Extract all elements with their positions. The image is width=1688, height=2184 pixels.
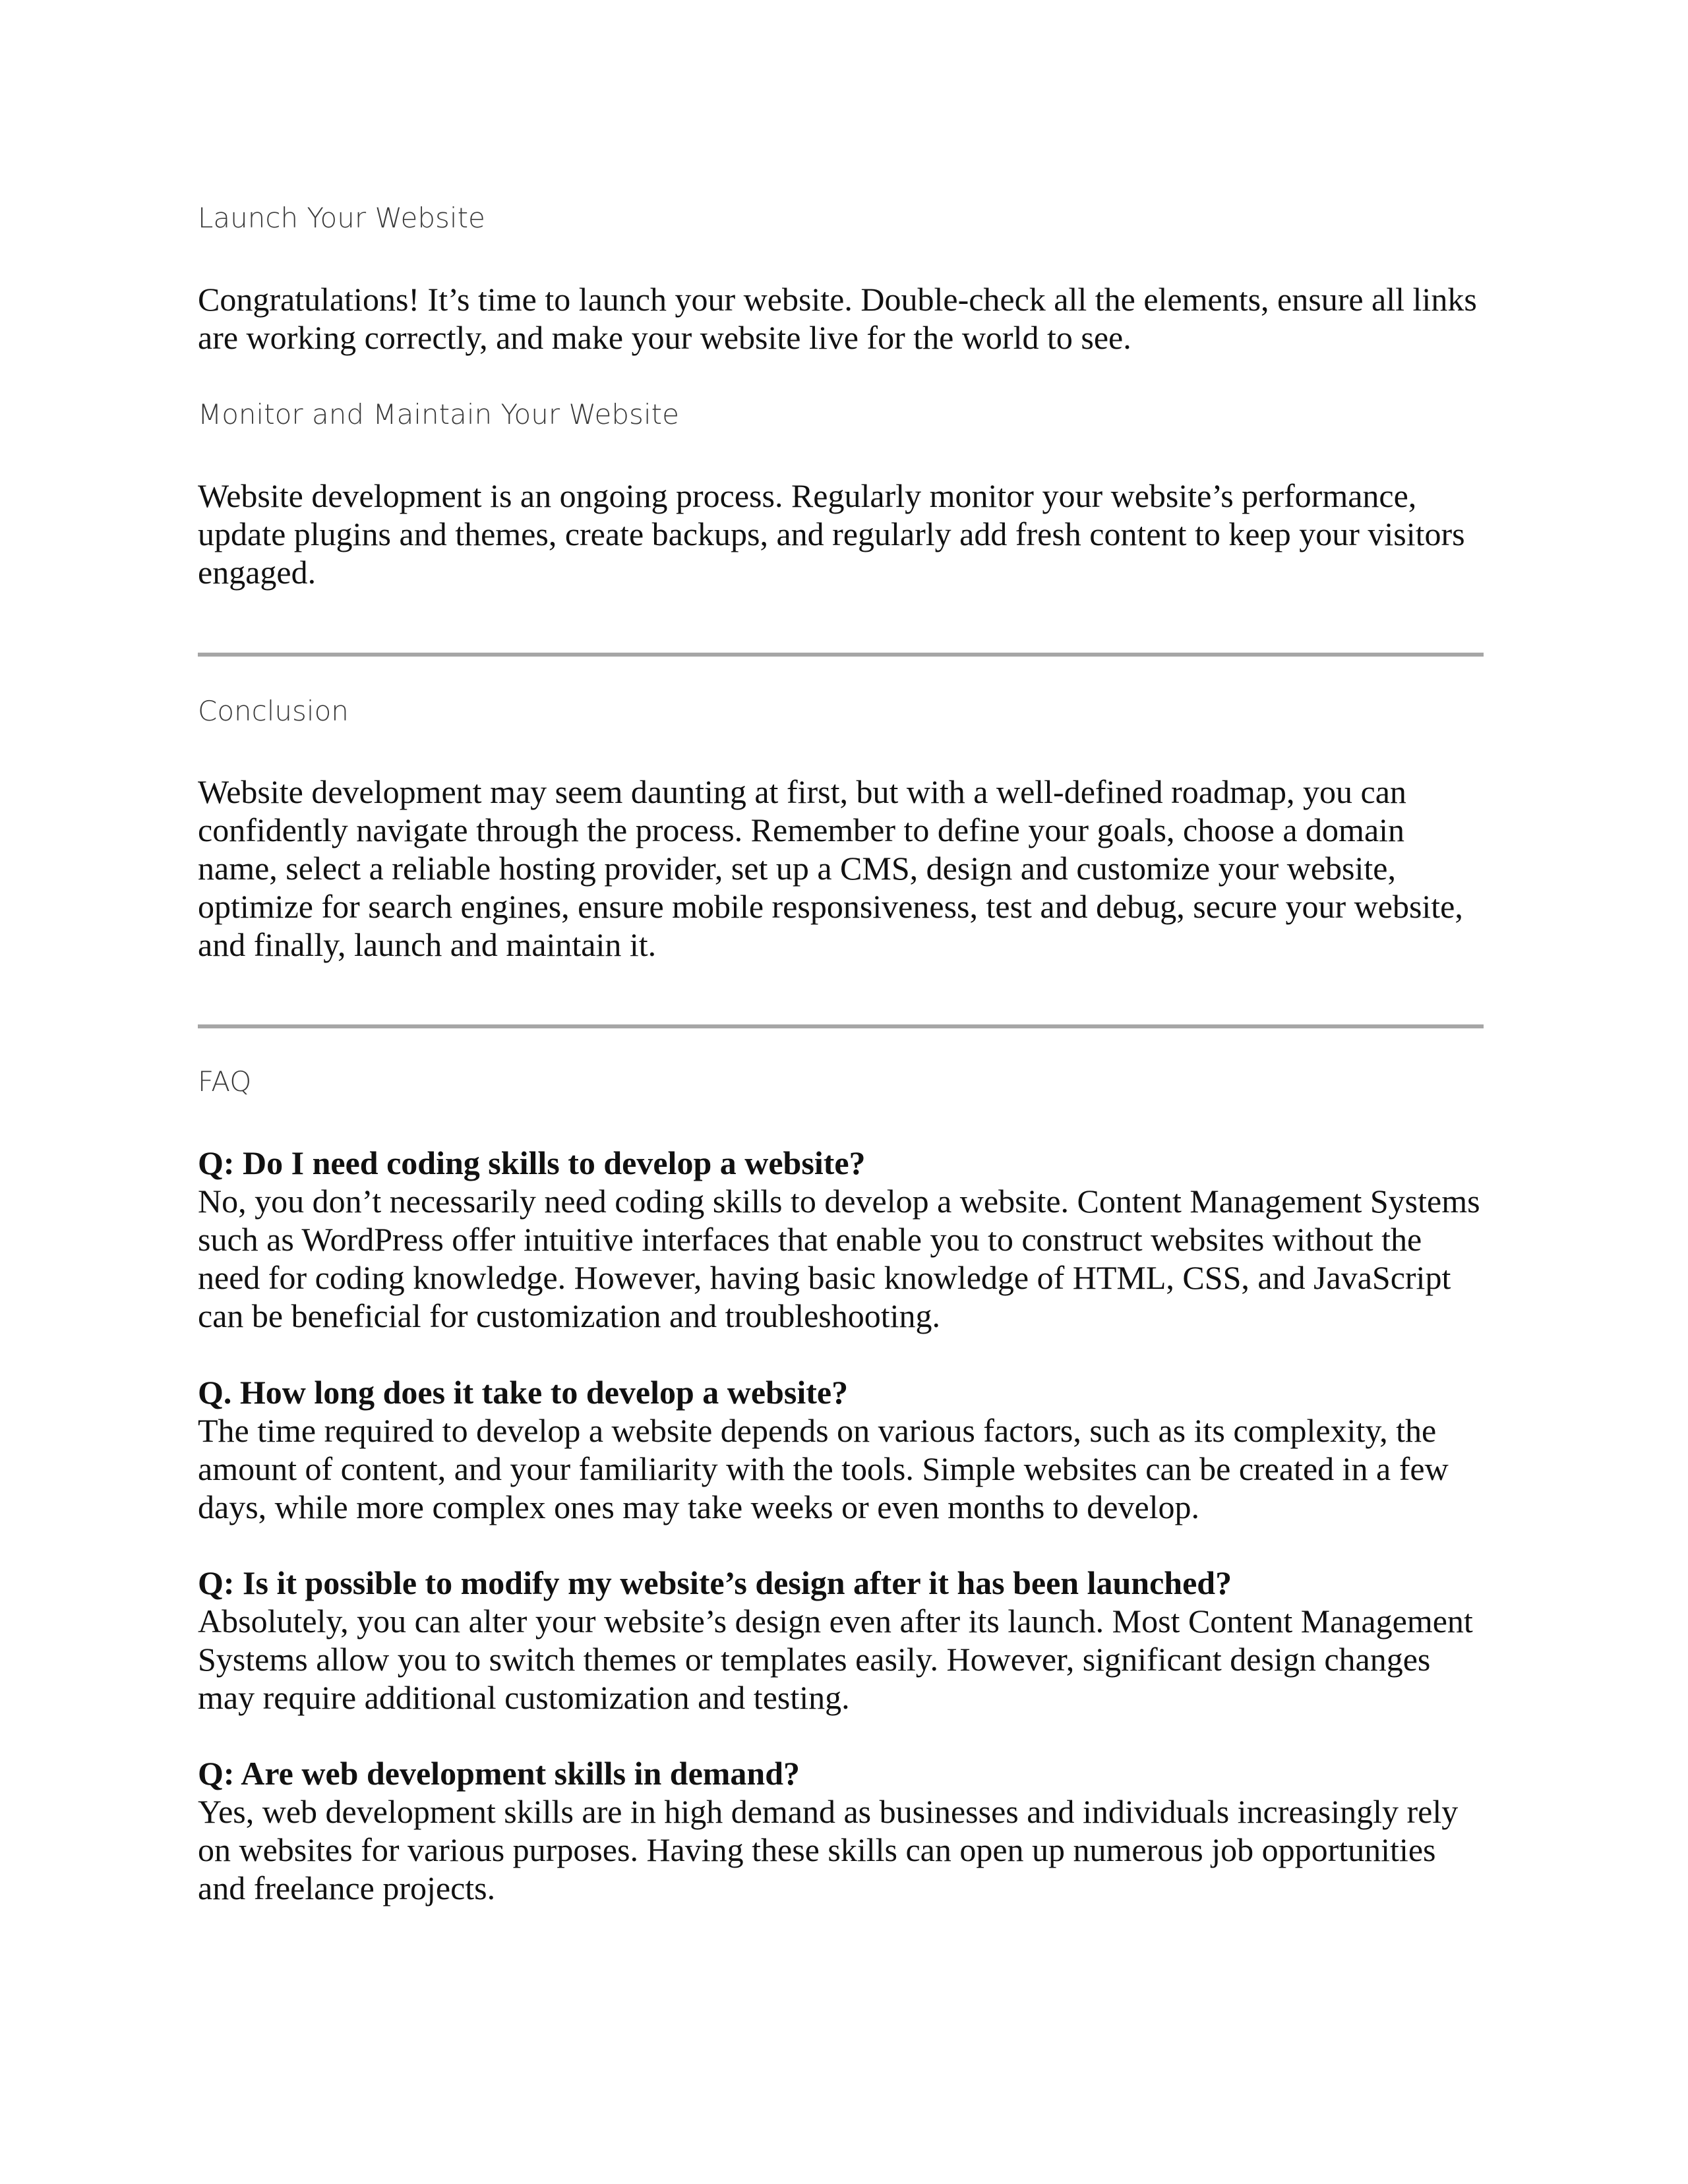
faq-answer: No, you don’t necessarily need coding skills to develop a website. Content Management Systems such as WordPress offer intuitive interfaces that enable you to construct websites without the need for coding knowledge. However, having basic knowledge of HTML, CSS, and JavaScript can be beneficial for customization and troubleshooting.	[198, 1183, 1480, 1334]
section-body-conclusion: Website development may seem daunting at first, but with a well-defined roadmap, you can confidently navigate through the process. Remember to define your goals, choose a domain name, select a reliable hosting provider, set up a CMS, design and customize your website, optimize for search engines, ensure mobile responsiveness, test and debug, secure your website, and finally, launch and maintain it.	[198, 773, 1463, 963]
faq-question: Q: Are web development skills in demand?	[198, 1755, 800, 1792]
faq-question: Q: Is it possible to modify my website’s design after it has been launched?	[198, 1564, 1232, 1601]
horizontal-divider	[198, 1024, 1484, 1028]
faq-answer: Yes, web development skills are in high demand as businesses and individuals increasingly rely on websites for various purposes. Having these skills can open up numerous job opportunities and freelance projects.	[198, 1793, 1459, 1906]
horizontal-divider	[198, 653, 1484, 657]
section-body-monitor: Website development is an ongoing process. Regularly monitor your website’s performance, update plugins and themes, create backups, and regularly add fresh content to keep your visitors engaged.	[198, 477, 1465, 591]
faq-question: Q: Do I need coding skills to develop a website?	[198, 1144, 866, 1181]
section-heading-conclusion: Conclusion	[198, 695, 349, 727]
faq-answer: The time required to develop a website depends on various factors, such as its complexity, the amount of content, and your familiarity with the tools. Simple websites can be created in a few days, while more complex ones may take weeks or even months to develop.	[198, 1412, 1449, 1525]
faq-answer: Absolutely, you can alter your website’s design even after its launch. Most Content Management Systems allow you to switch themes or templates easily. However, significant design changes may require additional customization and testing.	[198, 1603, 1473, 1716]
faq-question: Q. How long does it take to develop a website?	[198, 1374, 849, 1411]
faq-heading: FAQ	[198, 1065, 252, 1098]
section-heading-monitor: Monitor and Maintain Your Website	[198, 398, 679, 430]
section-heading-launch: Launch Your Website	[198, 202, 485, 234]
section-body-launch: Congratulations! It’s time to launch your website. Double-check all the elements, ensure all links are working correctly, and make your website live for the world to see.	[198, 281, 1477, 356]
